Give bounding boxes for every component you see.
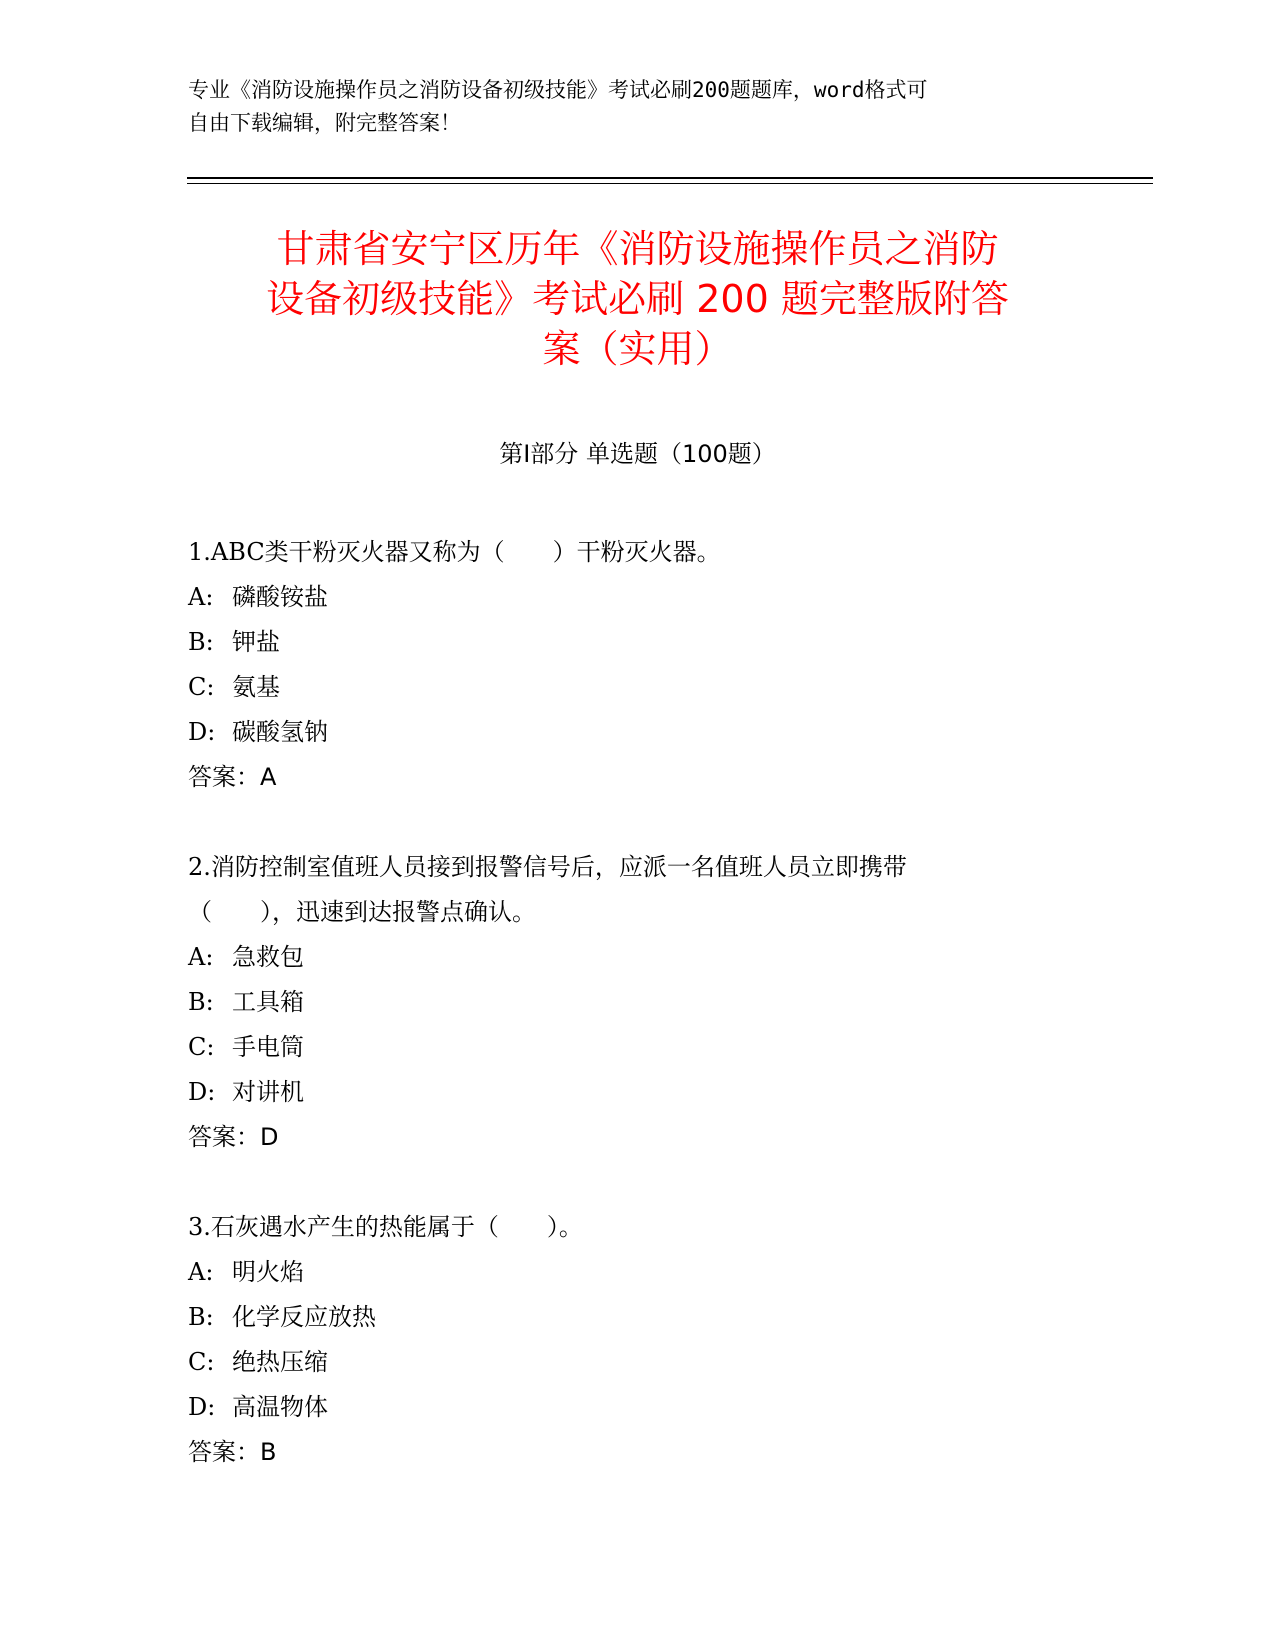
option-text: 氨基 <box>232 673 280 701</box>
header-note-line: 自由下载编辑，附完整答案！ <box>188 111 461 135</box>
option-text: 明火焰 <box>232 1258 304 1286</box>
option-text: 磷酸铵盐 <box>232 583 328 611</box>
header-note-line: 专业《消防设施操作员之消防设备初级技能》考试必刷200题题库，word格式可 <box>188 78 928 102</box>
option-text: 高温物体 <box>232 1393 328 1421</box>
document-title <box>150 224 1125 374</box>
option-d <box>188 1385 1088 1430</box>
option-letter: A: <box>188 583 214 611</box>
option-letter: C: <box>188 1033 215 1061</box>
option-b <box>188 620 1088 665</box>
title-line: 设备初级技能》考试必刷 200 题完整版附答 <box>266 277 1009 321</box>
title-line: 甘肃省安宁区历年《消防设施操作员之消防 <box>276 227 999 271</box>
option-text: 碳酸氢钠 <box>232 718 328 746</box>
option-letter: A: <box>188 1258 214 1286</box>
question-item <box>188 1205 1088 1475</box>
option-text: 绝热压缩 <box>232 1348 328 1376</box>
question-stem: 2.消防控制室值班人员接到报警信号后，应派一名值班人员立即携带 <box>188 853 907 881</box>
option-letter: B: <box>188 988 214 1016</box>
option-letter: B: <box>188 628 214 656</box>
header-divider-thick <box>187 177 1153 179</box>
option-text: 钾盐 <box>232 628 280 656</box>
option-letter: D: <box>188 718 216 746</box>
option-letter: A: <box>188 943 214 971</box>
option-c <box>188 665 1088 710</box>
option-text: 急救包 <box>232 943 304 971</box>
option-a <box>188 575 1088 620</box>
answer-line: 答案：D <box>188 1123 279 1151</box>
option-text: 工具箱 <box>232 988 304 1016</box>
answer-line: 答案：B <box>188 1438 277 1466</box>
question-stem: 1.ABC类干粉灭火器又称为（ ）干粉灭火器。 <box>188 538 721 566</box>
option-a <box>188 1250 1088 1295</box>
option-letter: C: <box>188 1348 215 1376</box>
question-item <box>188 845 1088 1160</box>
option-letter: D: <box>188 1078 216 1106</box>
question-list <box>188 530 1088 1520</box>
answer-line: 答案：A <box>188 763 277 791</box>
option-b <box>188 980 1088 1025</box>
section-heading: 第Ⅰ部分 单选题（100题） <box>499 440 776 468</box>
option-text: 化学反应放热 <box>232 1303 376 1331</box>
question-stem-continued: （ ），迅速到达报警点确认。 <box>188 898 536 926</box>
option-b <box>188 1295 1088 1340</box>
option-text: 手电筒 <box>232 1033 304 1061</box>
header-divider-thin <box>187 183 1153 184</box>
option-c <box>188 1340 1088 1385</box>
question-stem: 3.石灰遇水产生的热能属于（ ）。 <box>188 1213 583 1241</box>
question-item <box>188 530 1088 800</box>
option-text: 对讲机 <box>232 1078 304 1106</box>
option-letter: B: <box>188 1303 214 1331</box>
title-line: 案（实用） <box>542 327 733 371</box>
option-d <box>188 710 1088 755</box>
header-note <box>188 74 1068 140</box>
option-d <box>188 1070 1088 1115</box>
option-a <box>188 935 1088 980</box>
option-letter: C: <box>188 673 215 701</box>
option-c <box>188 1025 1088 1070</box>
option-letter: D: <box>188 1393 216 1421</box>
